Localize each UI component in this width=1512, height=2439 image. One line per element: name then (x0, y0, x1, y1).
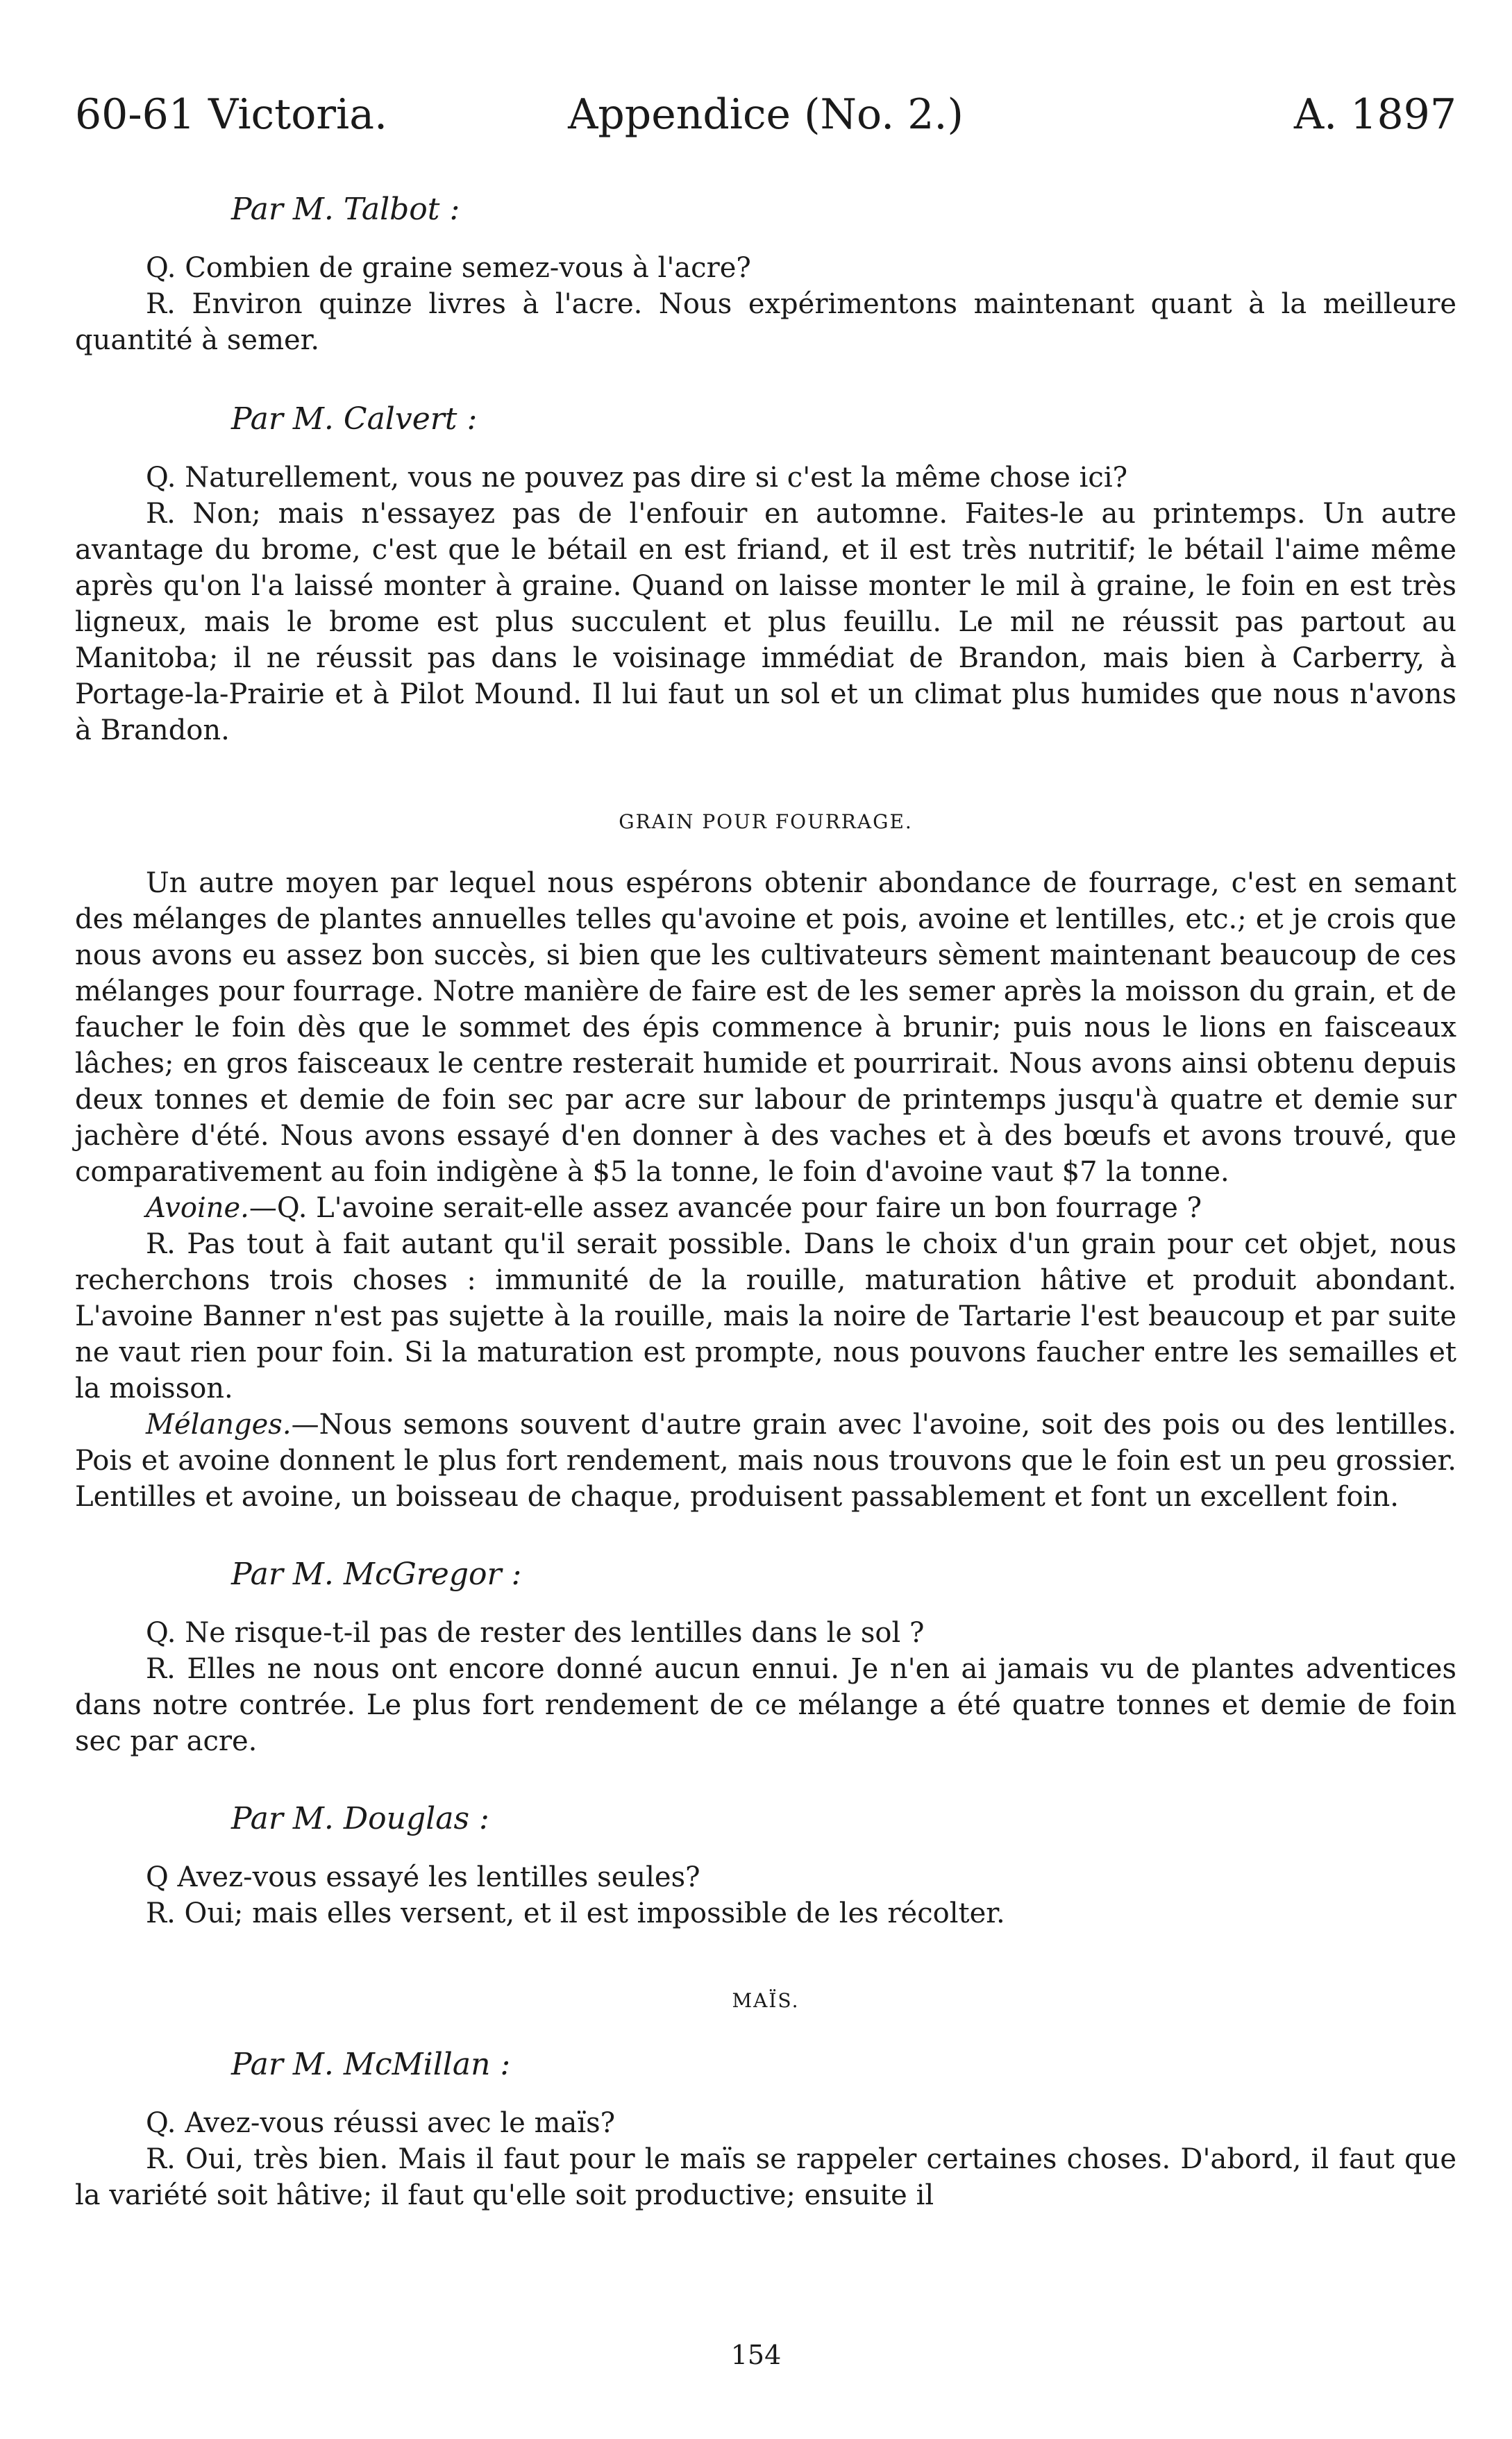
speaker-heading: Par M. Talbot : (231, 192, 460, 227)
paragraph-text: —Nous semons souvent d'autre grain avec l'avoine, soit des pois ou des lentilles. Pois et avoine donnent le plus fort rendement, mais nous trouvons que le foin est un peu grossier. Lentilles et avoine, un boisseau de chaque, produisent passablement et font un excellent foin. (75, 1409, 1456, 1513)
header-session: 60-61 Victoria. (75, 90, 388, 139)
section-heading: GRAIN POUR FOURRAGE. (619, 810, 913, 833)
running-header (75, 83, 1456, 146)
question-paragraph: Q. Avez-vous réussi avec le maïs? (146, 2107, 616, 2139)
speaker-heading: Par M. Douglas : (231, 1801, 489, 1836)
answer-paragraph: R. Non; mais n'essayez pas de l'enfouir en automne. Faites-le au printemps. Un autre avantage du brome, c'est que le bétail en est friand, et il est très nutritif; le bétail l'aime même après qu'on l'a laissé monter à graine. Quand on laisse monter le mil à graine, le foin en est très ligneux, mais le brome est plus succulent et plus feuillu. Le mil ne réussit pas partout au Manitoba; il ne réussit pas dans le voisinage immédiat de Brandon, mais bien à Carberry, à Portage-la-Prairie et à Pilot Mound. Il lui faut un sol et un climat plus humides que nous n'avons à Brandon. (75, 498, 1456, 746)
document-page (75, 83, 1456, 2213)
question-paragraph: Q Avez-vous essayé les lentilles seules? (146, 1861, 700, 1893)
body-paragraph (75, 1190, 1456, 1226)
paragraph-lead: Mélanges. (146, 1409, 292, 1441)
speaker-heading: Par M. Calvert : (231, 401, 478, 437)
speaker-heading: Par M. McMillan : (231, 2047, 511, 2082)
answer-paragraph: R. Oui; mais elles versent, et il est impossible de les récolter. (146, 1897, 1005, 1929)
page-number: 154 (730, 2340, 782, 2370)
question-paragraph: Q. Combien de graine semez-vous à l'acre? (146, 252, 751, 284)
paragraph-lead: Avoine. (146, 1192, 249, 1224)
body-paragraph (75, 1407, 1456, 1515)
body-paragraph: Un autre moyen par lequel nous espérons obtenir abondance de fourrage, c'est en semant des mélanges de plantes annuelles telles qu'avoine et pois, avoine et lentilles, etc.; et je crois que nous avons eu assez bon succès, si bien que les cultivateurs sèment maintenant beaucoup de ces mélanges pour fourrage. Notre manière de faire est de les semer après la moisson du grain, et de faucher le foin dès que le sommet des épis commence à brunir; puis nous le lions en faisceaux lâches; en gros faisceaux le centre resterait humide et pourrirait. Nous avons ainsi obtenu depuis deux tonnes et demie de foin sec par acre sur labour de printemps jusqu'à quatre et demie sur jachère d'été. Nous avons essayé d'en donner à des vaches et à des bœufs et avons trouvé, que comparativement au foin indigène à $5 la tonne, le foin d'avoine vaut $7 la tonne. (75, 867, 1456, 1188)
answer-paragraph: R. Oui, très bien. Mais il faut pour le maïs se rappeler certaines choses. D'abord, il faut que la variété soit hâtive; il faut qu'elle soit productive; ensuite il (75, 2143, 1456, 2211)
question-paragraph: Q. Ne risque-t-il pas de rester des lentilles dans le sol ? (146, 1617, 925, 1649)
answer-paragraph: R. Pas tout à fait autant qu'il serait possible. Dans le choix d'un grain pour cet objet, nous recherchons trois choses : immunité de la rouille, maturation hâtive et produit abondant. L'avoine Banner n'est pas sujette à la rouille, mais la noire de Tartarie l'est beaucoup et par suite ne vaut rien pour foin. Si la maturation est prompte, nous pouvons faucher entre les semailles et la moisson. (75, 1228, 1456, 1405)
paragraph-text: —Q. L'avoine serait-elle assez avancée pour faire un bon fourrage ? (249, 1192, 1202, 1224)
header-year: A. 1897 (1293, 90, 1456, 139)
answer-paragraph: R. Elles ne nous ont encore donné aucun ennui. Je n'en ai jamais vu de plantes adventices dans notre contrée. Le plus fort rendement de ce mélange a été quatre tonnes et demie de foin sec par acre. (75, 1653, 1456, 1757)
answer-paragraph: R. Environ quinze livres à l'acre. Nous expérimentons maintenant quant à la meilleure quantité à semer. (75, 288, 1456, 356)
header-appendix: Appendice (No. 2.) (568, 90, 964, 139)
section-heading: MAÏS. (732, 1989, 800, 2012)
speaker-heading: Par M. McGregor : (231, 1557, 522, 1592)
question-paragraph: Q. Naturellement, vous ne pouvez pas dire si c'est la même chose ici? (146, 462, 1128, 494)
